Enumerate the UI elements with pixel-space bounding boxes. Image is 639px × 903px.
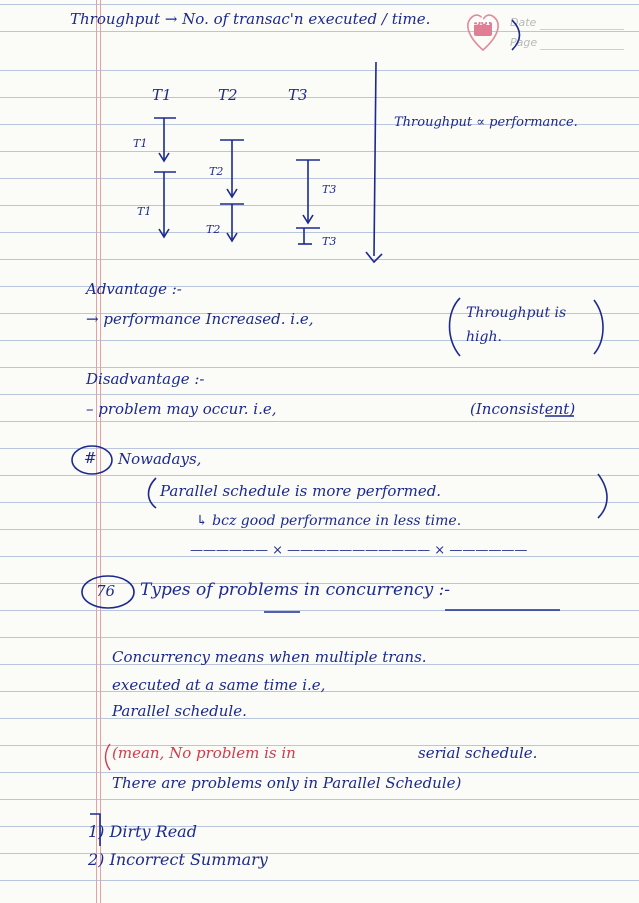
label-t1-top: T1: [152, 86, 172, 104]
page-label: Page: [510, 36, 538, 49]
disadvantage-text: – problem may occur. i.e,: [86, 400, 277, 418]
label-t2-b: T2: [206, 223, 221, 236]
advantage-bracket: Throughput is high.: [466, 305, 567, 345]
label-t3-a: T3: [322, 183, 337, 196]
concurrency-def-line2: executed at a same time i.e,: [112, 676, 326, 694]
reason-text: ↳ bcz good performance in less time.: [196, 513, 462, 529]
label-t3-b: T3: [322, 235, 337, 248]
nowadays-text: Nowadays,: [118, 450, 202, 468]
throughput-definition: Throughput → No. of transac'n executed / time.: [70, 10, 431, 28]
throughput-proportional: Throughput ∝ performance.: [394, 115, 578, 130]
label-t1-b: T1: [137, 205, 152, 218]
problem-item-dirty-read: 1) Dirty Read: [88, 822, 197, 841]
section-divider: —————— × ——————————— × ——————: [190, 543, 528, 558]
serial-schedule-text: serial schedule.: [418, 744, 538, 762]
concurrency-def-line3: Parallel schedule.: [112, 702, 247, 720]
label-t3-top: T3: [288, 86, 308, 104]
advantage-heading: Advantage :-: [86, 280, 182, 298]
disadvantage-bracket: (Inconsistent): [470, 400, 576, 418]
date-label: Date: [510, 16, 537, 29]
red-note: (mean, No problem is in: [112, 744, 296, 762]
problem-item-incorrect-summary: 2) Incorrect Summary: [88, 850, 268, 869]
concurrency-def-line1: Concurrency means when multiple trans.: [112, 648, 427, 666]
disadvantage-heading: Disadvantage :-: [86, 370, 205, 388]
label-t2-top: T2: [218, 86, 238, 104]
topic-number: 76: [96, 582, 116, 600]
advantage-text: → performance Increased. i.e,: [86, 310, 314, 328]
problems-parallel-text: There are problems only in Parallel Schedule): [112, 774, 462, 792]
nowadays-mark: #: [84, 449, 97, 467]
label-t1-a: T1: [133, 137, 148, 150]
parallel-schedule-text: Parallel schedule is more performed.: [160, 482, 442, 500]
label-t2-a: T2: [209, 165, 224, 178]
topic-heading: Types of problems in concurrency :-: [140, 580, 451, 600]
logo-letters: SM: [472, 17, 491, 28]
